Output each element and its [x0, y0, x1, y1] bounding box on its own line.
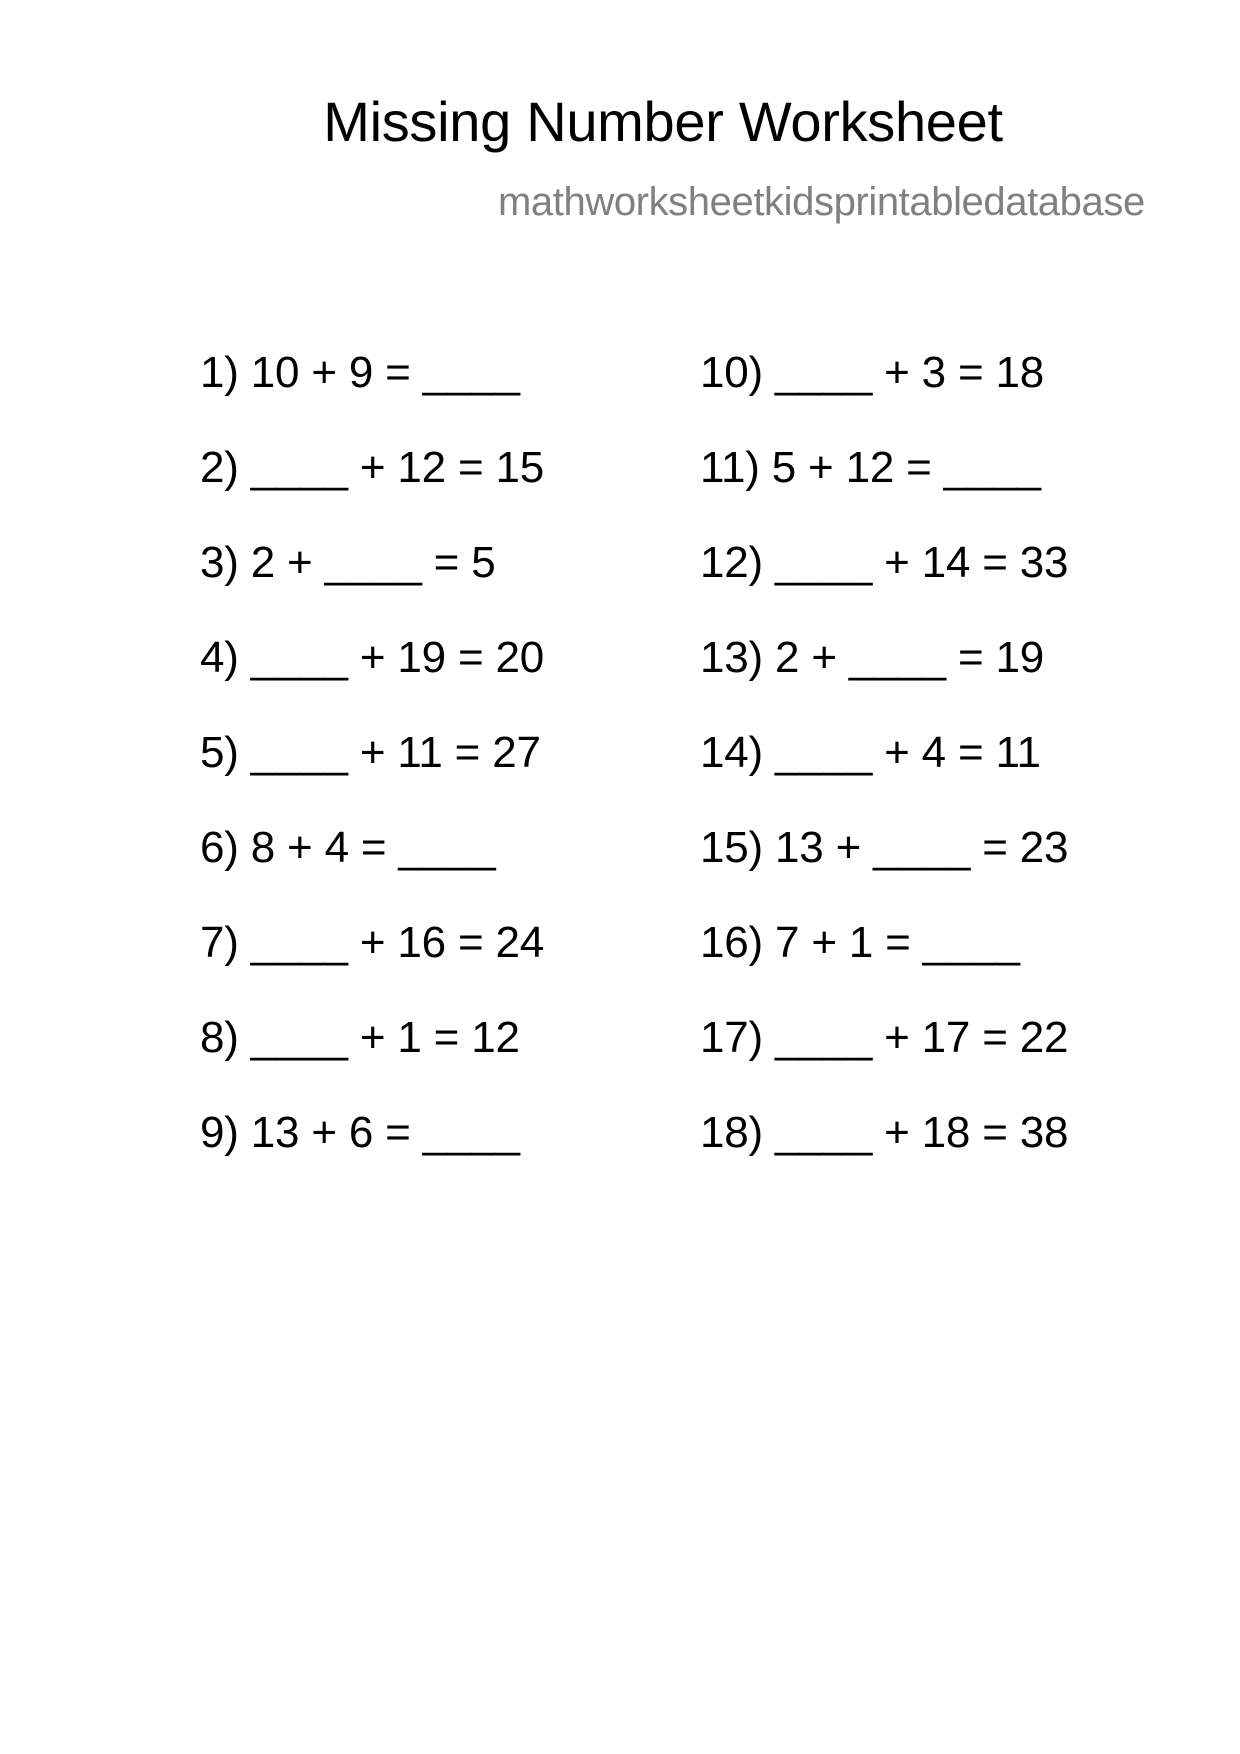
problem-3: 3) 2 + ____ = 5 — [200, 538, 496, 587]
problem-1: 1) 10 + 9 = ____ — [200, 348, 520, 397]
problem-11: 11) 5 + 12 = ____ — [700, 443, 1041, 492]
page-title: Missing Number Worksheet — [323, 90, 1003, 153]
problem-2: 2) ____ + 12 = 15 — [200, 443, 545, 492]
problem-16: 16) 7 + 1 = ____ — [700, 918, 1020, 967]
problem-13: 13) 2 + ____ = 19 — [700, 633, 1045, 682]
problem-14: 14) ____ + 4 = 11 — [700, 728, 1041, 777]
problem-10: 10) ____ + 3 = 18 — [700, 348, 1045, 397]
problem-6: 6) 8 + 4 = ____ — [200, 823, 496, 872]
problem-17: 17) ____ + 17 = 22 — [700, 1013, 1069, 1062]
problem-column-right — [700, 348, 1068, 1203]
problem-4: 4) ____ + 19 = 20 — [200, 633, 545, 682]
problem-8: 8) ____ + 1 = 12 — [200, 1013, 520, 1062]
problem-5: 5) ____ + 11 = 27 — [200, 728, 541, 777]
problem-column-left — [200, 348, 544, 1203]
problem-12: 12) ____ + 14 = 33 — [700, 538, 1069, 587]
site-watermark: mathworksheetkidsprintabledatabase — [498, 180, 1145, 224]
problem-15: 15) 13 + ____ = 23 — [700, 823, 1069, 872]
problem-18: 18) ____ + 18 = 38 — [700, 1108, 1069, 1157]
problem-7: 7) ____ + 16 = 24 — [200, 918, 545, 967]
problem-9: 9) 13 + 6 = ____ — [200, 1108, 520, 1157]
